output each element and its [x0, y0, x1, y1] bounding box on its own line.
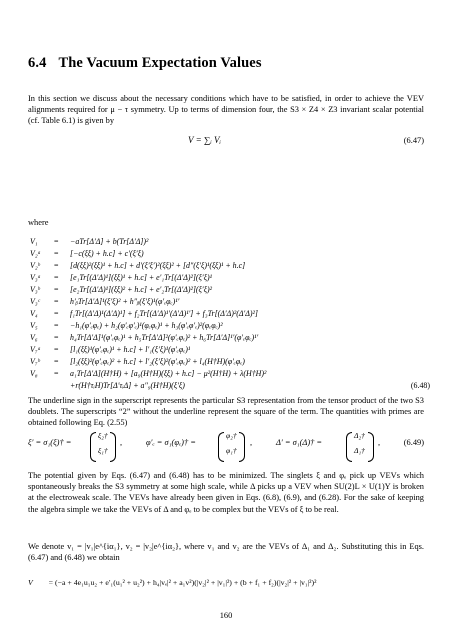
term-lhs: V₂ᵃ [30, 249, 41, 258]
potential-term-v5: V₅ = −h₁(φ′ₑφₑ) + h₂(φ′ₑφ′ₑ)¹(φₑφₑ)¹ + h₃(φ′ₑφ′ₑ)²(φₑφₑ)² [30, 321, 223, 330]
delta-component-bottom: Δ₁† [354, 446, 365, 455]
potential-term-v3a: V₃ᵃ = [e₁Tr[(Δ′Δ)¹](ξξ)¹ + h.c] + e′₁Tr[(Δ′Δ)²](ξ′ξ)¹ [30, 273, 213, 282]
equation-number-6-49: (6.49) [403, 438, 424, 447]
term-rhs: a₁Tr[Δ′Δ](H†H) + [a₉(H†H)(ξξ) + h.c] − μ²(H†H) + λ(H†H)² [70, 369, 267, 378]
term-lhs: V₈ [30, 369, 38, 378]
xi-component-bottom: ξ₁† [98, 446, 108, 455]
equation-number-6-48: (6.48) [410, 381, 430, 390]
term-rhs: [l₂(ξξ)²(φ′ₑφₑ)² + h.c] + l′₂(ξ′ξ)²(φ′ₑφₑ)² + l₄(H†H)(φ′ₑφₑ) [70, 357, 245, 366]
term-rhs: h₄Tr[Δ′Δ]¹(φ′ₑφₑ)¹ + h₅Tr[Δ′Δ]²(φ′ₑφₑ)² + h₆Tr[Δ′Δ]¹′(φ′ₑφₑ)¹′ [70, 333, 259, 342]
phi-component-bottom: φ₁† [226, 446, 237, 455]
potential-term-v7b: V₇ᵇ = [l₂(ξξ)²(φ′ₑφₑ)² + h.c] + l′₂(ξ′ξ)²(φ′ₑφₑ)² + l₄(H†H)(φ′ₑφₑ) [30, 357, 245, 366]
term-lhs: V₆ [30, 333, 38, 342]
term-rhs: [l₁(ξξ)¹(φ′ₑφₑ)¹ + h.c] + l′₁(ξ′ξ)¹(φ′ₑφₑ)¹ [70, 345, 191, 354]
page-number: 160 [219, 611, 233, 620]
paragraph-vev-notation: We denote v₁ = |v₁|e^{iα₁}, v₂ = |v₂|e^{iα₂}, where v₁ and v₂ are the VEVs of Δ₁ and Δ₂. Substituting this in Eqs. (6.47) and (6.48) we obtain [28, 542, 424, 563]
delta-conjugate-lhs: Δ′ = σ₁(Δ)† = [276, 438, 323, 447]
term-lhs: V₇ᵇ [30, 357, 40, 366]
term-rhs: +r(H†τᵢH)Tr[Δ′τᵢΔ] + a″₉(H†H)(ξ′ξ) [70, 381, 185, 390]
section-heading [28, 55, 262, 72]
term-rhs: [d(ξξ)²(ξξ)¹ + h.c] + d′(ξ′ξ′)²(ξξ)² + [d″(ξ′ξ)¹(ξξ)¹ + h.c] [70, 261, 246, 270]
potential-term-v8-continued [30, 381, 430, 392]
term-lhs: V₄ [30, 309, 38, 318]
phi-component-top: φ₂† [226, 431, 237, 440]
term-rhs: [e₁Tr[(Δ′Δ)¹](ξξ)¹ + h.c] + e′₁Tr[(Δ′Δ)²](ξ′ξ)¹ [70, 273, 213, 282]
right-bracket [368, 432, 374, 462]
right-bracket [239, 432, 245, 462]
final-eq-lhs: V [28, 578, 33, 587]
term-rhs: f₁Tr[(Δ′Δ)¹(Δ′Δ)¹] + f₂Tr[(Δ′Δ)¹′(Δ′Δ)¹′] + f₃Tr[(Δ′Δ)²(Δ′Δ)²] [70, 309, 258, 318]
term-lhs: V₇ᵃ [30, 345, 41, 354]
paragraph-minimization: The potential given by Eqs. (6.47) and (6.48) has to be minimized. The singlets ξ and φₑ pick up VEVs which spontaneously breaks the S3 symmetry at some high scale, while Δ picks up a VEV when SU(2)L × U(1)Y is broken at the electroweak scale. The VEVs have already been given in Eqs. (6.8), (6.9), and (6.28). For the sake of keeping the algebra simple we take the VEVs of Δ and φₑ to be complex but the VEVs of ξ to be real. [28, 471, 424, 514]
delta-component-top: Δ₂† [354, 431, 365, 440]
intro-paragraph: In this section we discuss about the necessary conditions which have to be satisfied, in order to achieve the VEV alignments required for μ − τ symmetry. Up to terms of dimension four, the S3 × Z4 × Z3 invariant scalar potential (cf. Table 6.1) is given by [28, 94, 424, 126]
term-lhs: V₂ᵇ [30, 261, 40, 270]
term-rhs: h′ᵦTr[Δ′Δ]¹(ξ′ξ)² + h″ᵦ(ξ′ξ)¹(φ′ₑφₑ)¹′ [70, 297, 180, 306]
term-rhs: −aTr[Δ′Δ] + b(Tr[Δ′Δ])² [70, 237, 149, 246]
left-bracket [346, 432, 352, 462]
potential-term-v7a: V₇ᵃ = [l₁(ξξ)¹(φ′ₑφₑ)¹ + h.c] + l′₁(ξ′ξ)¹(φ′ₑφₑ)¹ [30, 345, 191, 354]
term-lhs: V₃ᵃ [30, 273, 41, 282]
potential-term-v3c: V₃ᶜ = h′ᵦTr[Δ′Δ]¹(ξ′ξ)² + h″ᵦ(ξ′ξ)¹(φ′ₑφₑ)¹′ [30, 297, 180, 306]
section-number: 6.4 [28, 55, 47, 71]
term-lhs: V₃ᵇ [30, 285, 40, 294]
right-bracket [110, 432, 116, 462]
potential-term-v8: V₈ = a₁Tr[Δ′Δ](H†H) + [a₉(H†H)(ξξ) + h.c] − μ²(H†H) + λ(H†H)² [30, 369, 267, 378]
potential-term-v6: V₆ = h₄Tr[Δ′Δ]¹(φ′ₑφₑ)¹ + h₅Tr[Δ′Δ]²(φ′ₑφₑ)² + h₆Tr[Δ′Δ]¹′(φ′ₑφₑ)¹′ [30, 333, 259, 342]
potential-term-v4: V₄ = f₁Tr[(Δ′Δ)¹(Δ′Δ)¹] + f₂Tr[(Δ′Δ)¹′(Δ′Δ)¹′] + f₃Tr[(Δ′Δ)²(Δ′Δ)²] [30, 309, 258, 318]
final-eq-rhs: = (−a + 4e₁u₁u₂ + e′₁(u₁² + u₂²) + h₄|vₑ|² + a₁v²)(|v₂|² + |v₁|²) + (b + f₁ + f₂)(|v₂|² + |v₁|²)² [48, 578, 317, 587]
term-rhs: −h₁(φ′ₑφₑ) + h₂(φ′ₑφ′ₑ)¹(φₑφₑ)¹ + h₃(φ′ₑφ′ₑ)²(φₑφₑ)² [70, 321, 223, 330]
potential-term-v3b: V₃ᵇ = [e₂Tr[(Δ′Δ)¹](ξξ)² + h.c] + e′₂Tr[(Δ′Δ)²](ξ′ξ)² [30, 285, 213, 294]
potential-term-v1: V₁ = −aTr[Δ′Δ] + b(Tr[Δ′Δ])² [30, 237, 149, 246]
term-lhs: V₁ [30, 237, 38, 246]
xi-conjugate-lhs: ξ′ = σ₁(ξ)† = [28, 438, 72, 447]
xi-component-top: ξ₂† [98, 431, 108, 440]
term-rhs: [e₂Tr[(Δ′Δ)¹](ξξ)² + h.c] + e′₂Tr[(Δ′Δ)²](ξ′ξ)² [70, 285, 213, 294]
term-rhs: [−c(ξξ) + h.c] + c′(ξ′ξ) [70, 249, 144, 258]
left-bracket [90, 432, 96, 462]
section-title: The Vacuum Expectation Values [58, 55, 262, 71]
conjugate-definitions: ξ′ = σ₁(ξ)† = ξ₂† ξ₁† , φ′ₑ = σ₁(φₑ)† = φ₂† φ₁† , Δ′ = σ₁(Δ)† = Δ₂† Δ₁† , (6.49) [28, 428, 424, 468]
potential-term-v2b: V₂ᵇ = [d(ξξ)²(ξξ)¹ + h.c] + d′(ξ′ξ′)²(ξξ)² + [d″(ξ′ξ)¹(ξξ)¹ + h.c] [30, 261, 246, 270]
potential-sum-equation: V = ∑ᵢ Vᵢ [188, 135, 221, 145]
where-label: where [28, 218, 49, 227]
term-lhs: V₃ᶜ [30, 297, 40, 306]
term-lhs: V₅ [30, 321, 38, 330]
equation-number-6-47: (6.47) [403, 136, 424, 145]
phi-conjugate-lhs: φ′ₑ = σ₁(φₑ)† = [146, 438, 196, 447]
left-bracket [218, 432, 224, 462]
final-potential-equation [28, 578, 438, 587]
potential-term-v2a: V₂ᵃ = [−c(ξξ) + h.c] + c′(ξ′ξ) [30, 249, 144, 258]
paragraph-superscript-explanation: The underline sign in the superscript represents the particular S3 representation from the tensor product of the two S3 doublets. The superscripts “2” without the underline represent the square of the term. The quantities with primes are obtained following Eq. (2.55) [28, 396, 424, 428]
